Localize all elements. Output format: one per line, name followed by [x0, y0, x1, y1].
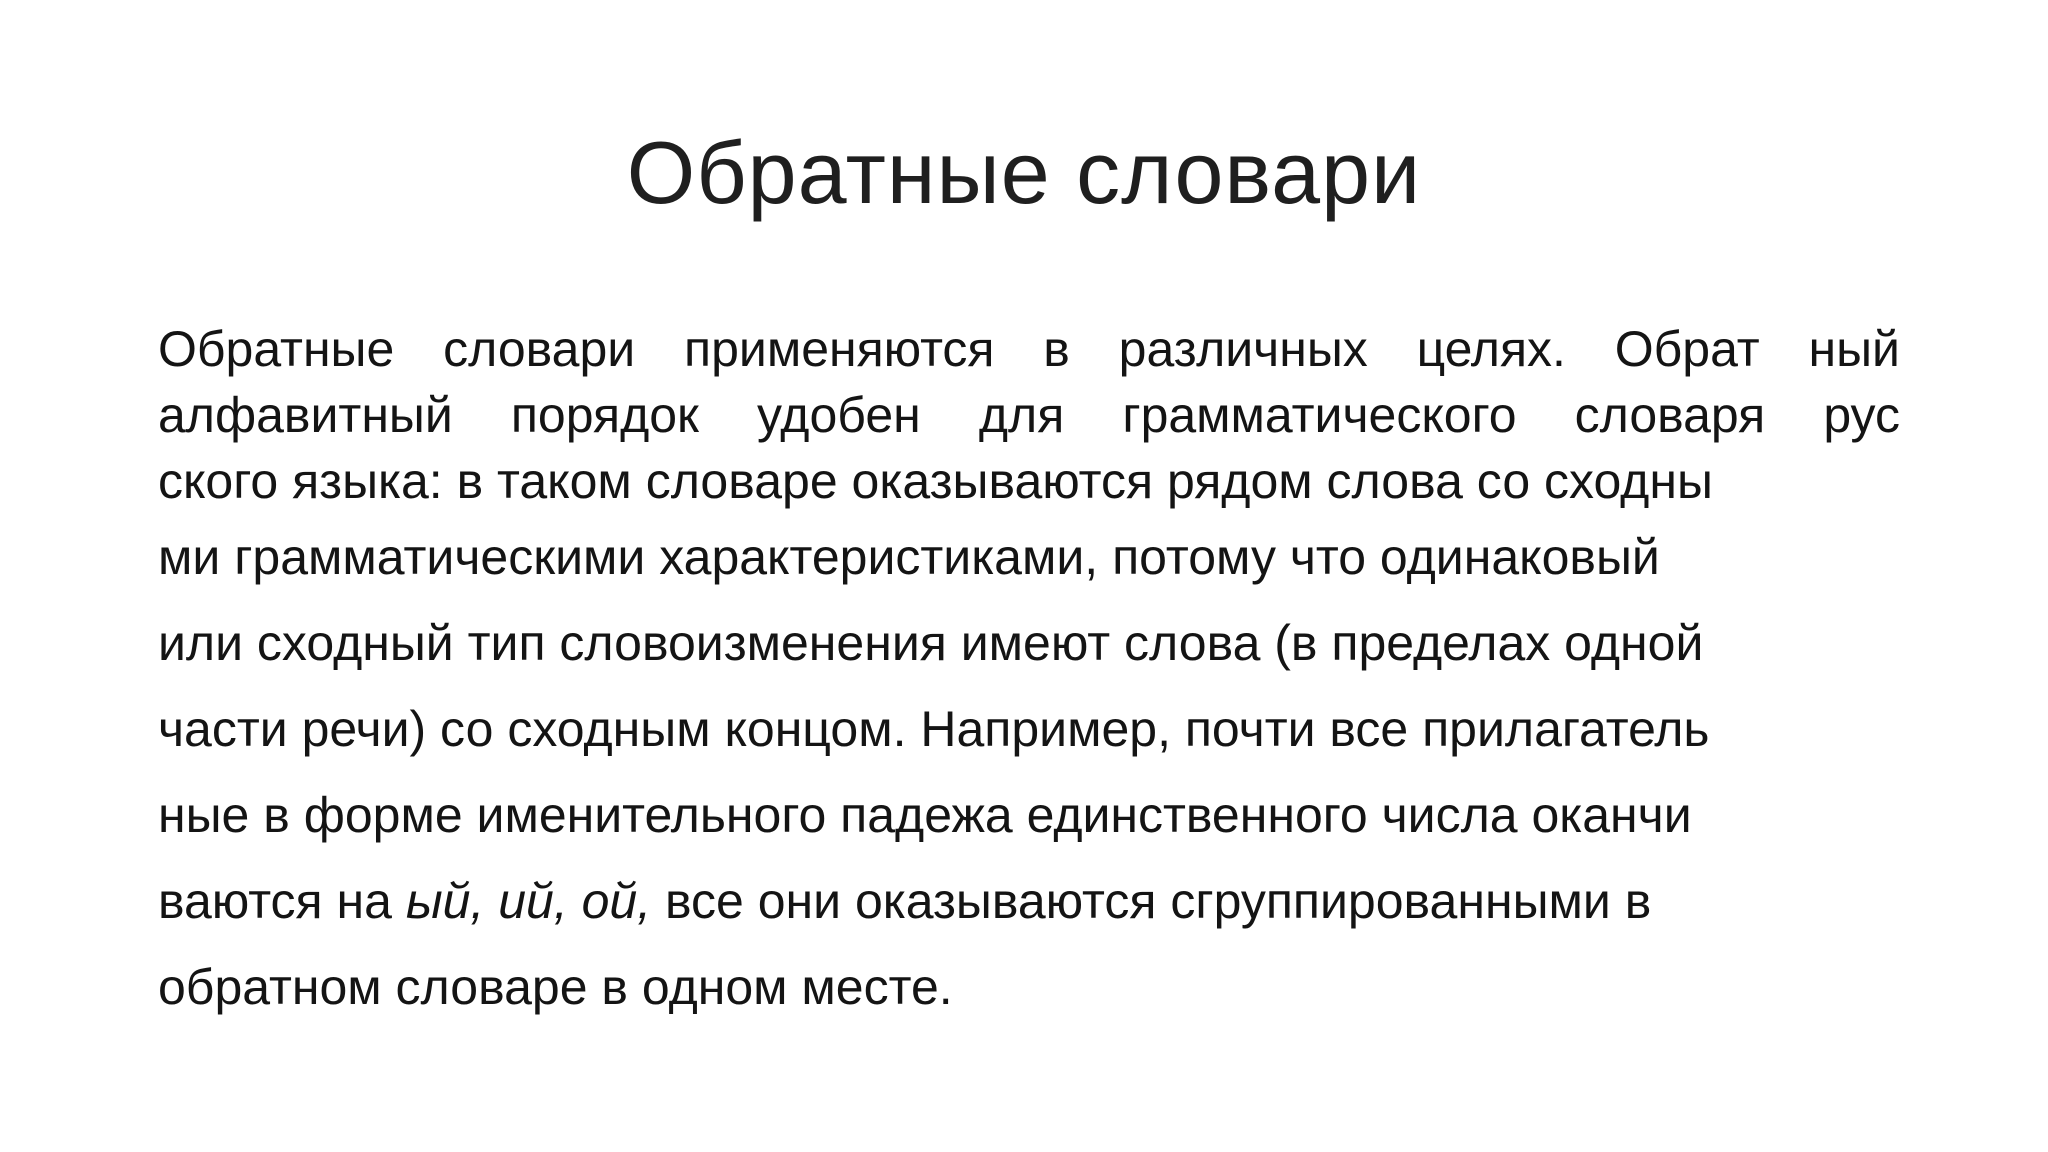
- text-line-5: или сходный тип словоизменения имеют слова (в пределах одной: [158, 615, 1704, 671]
- word: ный: [1808, 321, 1900, 377]
- word: рус: [1823, 387, 1900, 443]
- word: Обрат: [1614, 321, 1760, 377]
- word: различных: [1118, 321, 1368, 377]
- slide-title: Обратные словари: [626, 123, 1422, 222]
- word: удобен: [756, 387, 921, 443]
- slide-body-text: [158, 316, 1900, 1030]
- text-line-2: [158, 382, 1900, 448]
- word: словари: [443, 321, 636, 377]
- text-segment: все они оказываются сгруппированными в: [651, 873, 1652, 929]
- italic-endings: ый, ий, ой,: [405, 873, 652, 929]
- word: алфавитный: [158, 387, 453, 443]
- text-line-7: ные в форме именительного падежа единственного числа оканчи: [158, 787, 1692, 843]
- text-line-1: [158, 316, 1900, 382]
- text-line-8: [158, 858, 1900, 944]
- text-segment: ваются на: [158, 873, 406, 929]
- word: для: [978, 387, 1065, 443]
- word: Обратные: [158, 321, 395, 377]
- word: порядок: [510, 387, 699, 443]
- text-line-4: ми грамматическими характеристиками, потому что одинаковый: [158, 529, 1660, 585]
- word: применяются: [684, 321, 995, 377]
- text-line-3: ского языка: в таком словаре оказываются рядом слова со сходны: [158, 453, 1713, 509]
- word: грамматического: [1122, 387, 1517, 443]
- word: словаря: [1574, 387, 1766, 443]
- word: в: [1043, 321, 1070, 377]
- text-line-9: обратном словаре в одном месте.: [158, 959, 953, 1015]
- word: целях.: [1416, 321, 1566, 377]
- text-line-6: части речи) со сходным концом. Например, почти все прилагатель: [158, 701, 1710, 757]
